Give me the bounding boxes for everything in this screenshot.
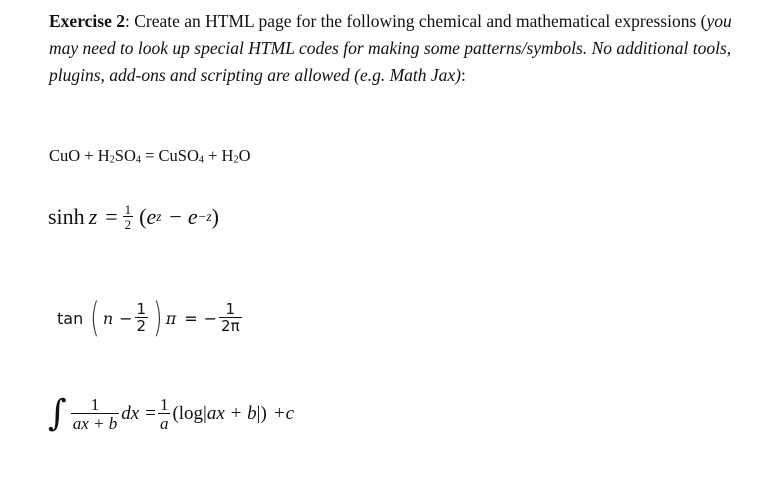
chem-o: O [238, 146, 251, 165]
integral-result-fraction [158, 396, 171, 432]
sinh-fraction [123, 203, 134, 231]
tan-fn: tan [57, 308, 84, 328]
integral-constant: +c [272, 403, 295, 424]
integral-equation [48, 393, 295, 434]
sinh-equals: = [105, 204, 118, 229]
sinh-e: e [146, 204, 157, 229]
tan-neg: − [203, 308, 218, 328]
exercise-lead: : Create an HTML page for the following chemical and mathematical expressions ( [124, 11, 707, 31]
exercise-note: you may need to look up special HTML codes for making some patterns/symbols. No additional tools, plugins, add-ons and scripting are allowed (e.g. Math Jax) [49, 11, 732, 85]
sinh-fn: sinh [48, 204, 85, 229]
tan-rden: 2π [221, 317, 240, 335]
chem-plus-h: + H [80, 146, 110, 165]
integral-num: 1 [90, 395, 100, 414]
sinh-num: 1 [124, 202, 132, 217]
tan-fraction [135, 302, 149, 334]
sinh-minus: − [169, 204, 182, 229]
chem-so: SO [114, 146, 136, 165]
sinh-e: e [187, 204, 198, 229]
sinh-equation [48, 203, 219, 231]
sinh-exp: z [156, 209, 162, 224]
chem-sub: 2 [233, 154, 239, 166]
sinh-exp: −z [197, 209, 212, 224]
integral-rnum: 1 [159, 395, 169, 414]
exercise-tail: : [461, 65, 466, 85]
chem-plus-h: + H [203, 146, 234, 165]
tan-pi: π [165, 308, 177, 328]
sinh-den: 2 [124, 217, 132, 232]
tan-rnum: 1 [225, 300, 236, 318]
chem-sub: 4 [135, 154, 141, 166]
integral-den-text: ax + b [72, 414, 118, 433]
integral-close: |) [256, 403, 267, 424]
tan-num: 1 [136, 300, 147, 318]
exercise-title: Exercise 2 [49, 11, 125, 31]
exercise-paragraph [49, 8, 749, 89]
integral-equals: = [145, 403, 156, 424]
integral-sign: ∫ [48, 393, 67, 434]
tan-equals: = [184, 308, 198, 328]
tan-result-fraction [219, 302, 242, 334]
integral-dx: dx [121, 403, 140, 424]
chem-sub: 4 [198, 154, 204, 166]
sinh-lparen: ( [139, 204, 147, 229]
tan-den: 2 [136, 317, 147, 335]
tan-minus: − [119, 308, 133, 328]
sinh-var: z [88, 204, 98, 229]
chem-sub: 2 [109, 154, 115, 166]
tan-lparen: ( [90, 295, 100, 341]
chemical-equation [49, 146, 251, 166]
integral-fraction [71, 396, 120, 432]
integral-den [71, 413, 120, 432]
integral-rden: a [159, 414, 169, 433]
integral-log: (log| [172, 403, 207, 424]
chem-equals-cuso: = CuSO [140, 146, 199, 165]
tan-equation [57, 295, 244, 341]
tan-n: n [102, 308, 114, 328]
integral-arg: ax + b [206, 403, 257, 424]
chem-cuo: CuO [49, 146, 81, 165]
tan-rparen: ) [153, 295, 163, 341]
sinh-rparen: ) [211, 204, 219, 229]
